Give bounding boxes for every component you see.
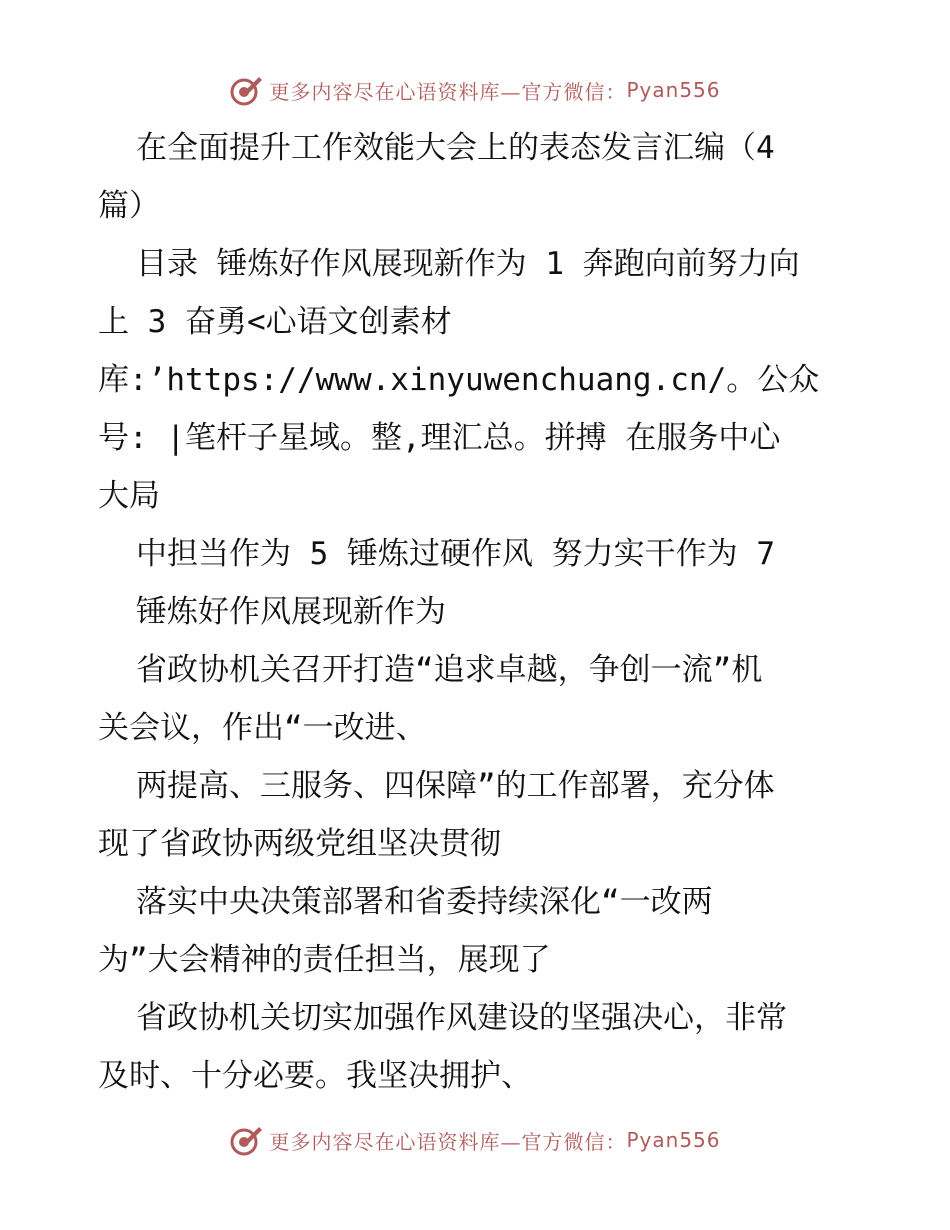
text-line: 为”大会精神的责任担当，展现了	[98, 942, 551, 978]
text-line: 号: |笔杆子星域。整,理汇总。拼搏 在服务中心	[98, 420, 781, 456]
text-line: 及时、十分必要。我坚决拥护、	[98, 1058, 532, 1094]
pen-logo-icon	[229, 73, 263, 107]
text-line: 两提高、三服务、四保障”的工作部署，充分体	[136, 768, 775, 804]
text-line: 省政协机关召开打造“追求卓越，争创一流”机	[136, 652, 763, 688]
banner-wechat-id: Pyan556	[626, 1128, 721, 1152]
document-body	[98, 119, 858, 1105]
text-line: 关会议，作出“一改进、	[98, 710, 427, 746]
banner-wechat-id: Pyan556	[626, 78, 721, 102]
text-line: 中担当作为 5 锤炼过硬作风 努力实干作为 7	[136, 536, 775, 572]
text-line: 落实中央决策部署和省委持续深化“一改两	[136, 884, 713, 920]
text-line: 篇）	[98, 188, 160, 224]
header-banner	[0, 72, 950, 108]
text-line: 锤炼好作风展现新作为	[136, 594, 446, 630]
footer-banner	[0, 1122, 950, 1158]
banner-text: 更多内容尽在心语资料库—官方微信：	[269, 79, 627, 104]
text-line: 大局	[98, 478, 160, 514]
banner-text: 更多内容尽在心语资料库—官方微信：	[269, 1129, 627, 1154]
text-line: 库:’https://www.xinyuwenchuang.cn/。公众	[98, 362, 820, 398]
text-line: 目录 锤炼好作风展现新作为 1 奔跑向前努力向	[136, 246, 800, 282]
text-line: 现了省政协两级党组坚决贯彻	[98, 826, 501, 862]
pen-logo-icon	[229, 1123, 263, 1157]
text-line: 在全面提升工作效能大会上的表态发言汇编（4	[136, 130, 775, 166]
text-line: 省政协机关切实加强作风建设的坚强决心，非常	[136, 1000, 787, 1036]
text-line: 上 3 奋勇<心语文创素材	[98, 304, 452, 340]
